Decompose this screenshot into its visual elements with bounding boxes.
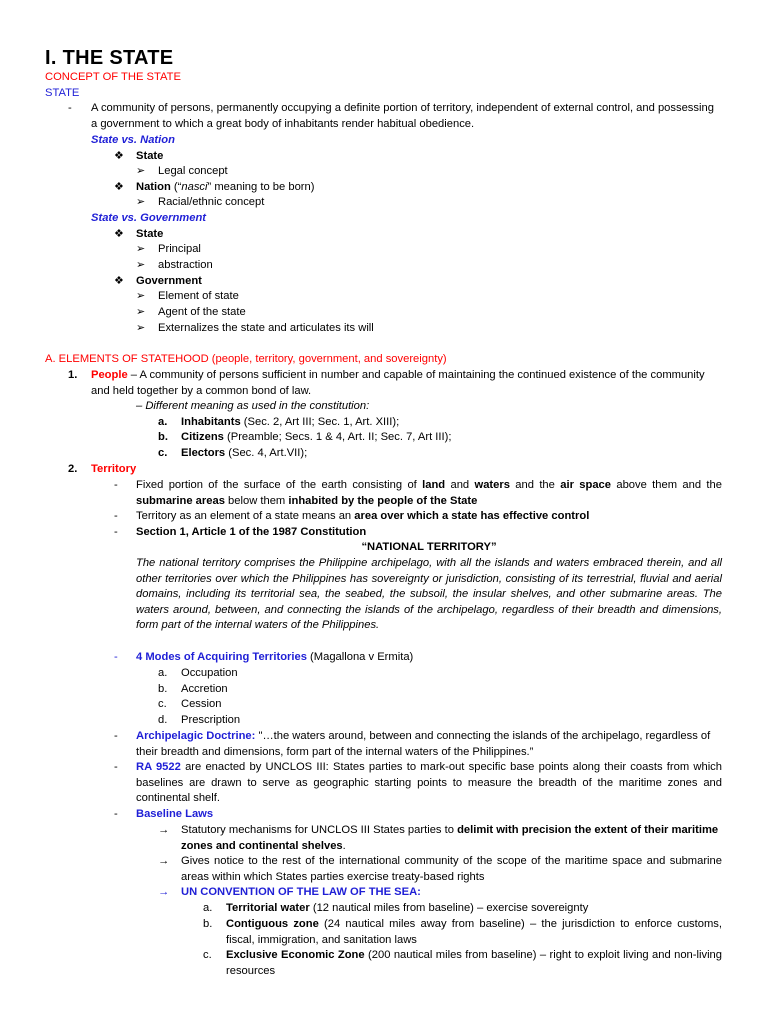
elements-heading-text: A. ELEMENTS OF STATEHOOD [45, 353, 209, 365]
diamond-icon: ❖ [114, 181, 125, 193]
arch-text: "…the waters around, between and connecting the islands of the archipelago, regardless of their breadth and dimensions, form part of the internal waters of the Philippines.” [136, 730, 711, 758]
territory-element [136, 509, 589, 525]
unclos-item-text: (24 nautical miles away from baseline) – the jurisdiction to enforce customs, fiscal, immigration, and sanitation laws [226, 918, 722, 946]
archipelagic-doctrine [136, 729, 722, 760]
list-letter: a. [203, 902, 213, 914]
modes-case: (Magallona v Ermita) [306, 651, 414, 663]
people-item-label: Citizens [181, 431, 224, 443]
t1-air: air space [560, 479, 611, 491]
arrow-icon: ➢ [136, 243, 146, 255]
mode-item: Prescription [181, 714, 241, 726]
bl1-bold: delimit with precision the extent of their maritime zones and continental shelves [181, 824, 719, 852]
diamond-icon: ❖ [114, 275, 125, 287]
list-number: 2. [68, 463, 78, 475]
t1-text: Fixed portion of the surface of the earth consisting of [136, 479, 423, 491]
ra-9522 [136, 760, 722, 807]
ra-label: RA 9522 [136, 761, 181, 773]
unclos-item [226, 917, 722, 948]
dash-bullet: - [114, 761, 118, 773]
mode-item: Cession [181, 698, 222, 710]
t1-text: and [445, 479, 475, 491]
people-note: – Different meaning as used in the constitution: [136, 400, 370, 412]
unclos-item-text: (12 nautical miles from baseline) – exercise sovereignty [309, 902, 589, 914]
people-item [181, 430, 451, 446]
mode-item: Accretion [181, 683, 228, 695]
concept-heading: CONCEPT OF THE STATE [45, 71, 181, 83]
list-letter: c. [158, 447, 168, 459]
t2-text: Territory as an element of a state means an [136, 510, 355, 522]
t1-text: and the [509, 479, 561, 491]
diamond-icon: ❖ [114, 150, 125, 162]
unclos-item [226, 901, 722, 917]
national-territory-text: The national territory comprises the Philippine archipelago, with all the islands and waters embraced therein, and all other territories over which the Philippines has sovereignty or jurisdiction, consisting of its terrestrial, fluvial and aerial domains, including its territorial sea, the seabed, the subsoil, the insular shelves, and other submarine areas. The waters around, between, and connecting the islands of the archipelago, regardless of their breadth and dimensions, form part of the internal waters of the Philippines. [136, 557, 722, 632]
section-reference: Section 1, Article 1 of the 1987 Constitution [136, 526, 367, 538]
modes-heading [136, 650, 413, 666]
unclos-item [226, 948, 722, 979]
svn-nation: Nation [136, 181, 171, 193]
unclos-item-text: (200 nautical miles from baseline) – right to exploit living and non-living resources [226, 949, 722, 977]
people-item-label: Electors [181, 447, 226, 459]
list-letter: c. [203, 949, 212, 961]
people-item-label: Inhabitants [181, 416, 241, 428]
t2-bold: area over which a state has effective control [354, 510, 590, 522]
svg-gov-sub: Element of state [158, 290, 239, 302]
page-title: I. THE STATE [45, 47, 174, 69]
list-letter: b. [158, 431, 168, 443]
bl1-text: . [342, 839, 346, 852]
people-definition [91, 368, 723, 399]
arrow-icon: ➢ [136, 196, 146, 208]
svg-gov-sub: Externalizes the state and articulates its will [158, 322, 374, 334]
t1-text: above them and the [611, 479, 722, 491]
national-territory-title: “NATIONAL TERRITORY” [361, 541, 497, 553]
baseline-item: Gives notice to the rest of the international community of the scope of the maritime space and submarine areas within which States parties exercise treaty-based rights [181, 855, 722, 883]
arrow-icon: ➢ [136, 165, 146, 177]
territory-definition [136, 478, 722, 509]
people-label: People [91, 369, 128, 381]
unclos-item-label: Exclusive Economic Zone [226, 949, 365, 961]
arrow-icon: ➢ [136, 259, 146, 271]
mode-item: Occupation [181, 667, 238, 679]
list-number: 1. [68, 369, 78, 381]
t1-text: below them [224, 494, 289, 507]
state-vs-gov-heading: State vs. Government [91, 212, 207, 224]
t1-sub: submarine areas [136, 494, 225, 507]
svn-nation-close: ” meaning to be born) [207, 181, 315, 193]
t1-land: land [422, 479, 446, 491]
arrow-icon: ➢ [136, 290, 146, 302]
list-letter: d. [158, 714, 168, 726]
svg-state: State [136, 228, 164, 240]
svg-gov-sub: Agent of the state [158, 306, 246, 318]
state-heading: STATE [45, 87, 80, 99]
svn-nation-line [136, 180, 314, 196]
territory-label: Territory [91, 463, 137, 475]
people-item-text: (Sec. 4, Art.VII); [225, 447, 308, 459]
people-item-text: (Sec. 2, Art III; Sec. 1, Art. XIII); [240, 416, 400, 428]
long-arrow-icon: → [158, 886, 170, 898]
unclos-item-label: Territorial water [226, 902, 310, 914]
svg-state-sub: abstraction [158, 259, 213, 271]
dash-bullet: - [114, 730, 118, 742]
dash-bullet: - [114, 808, 118, 820]
svg-state-sub: Principal [158, 243, 201, 255]
state-vs-nation-heading: State vs. Nation [91, 134, 175, 146]
dash-bullet: - [114, 651, 118, 663]
list-letter: c. [158, 698, 167, 710]
svn-nation-sub: Racial/ethnic concept [158, 196, 265, 208]
state-definition: A community of persons, permanently occupying a definite portion of territory, independent of external control, and possessing a government to which a great body of inhabitants render habitual obedience. [91, 102, 714, 130]
unclos-heading: UN CONVENTION OF THE LAW OF THE SEA: [181, 886, 421, 898]
arrow-icon: ➢ [136, 322, 146, 334]
dash-bullet: - [114, 526, 118, 538]
elements-heading [45, 352, 447, 368]
list-letter: a. [158, 416, 168, 428]
modes-label: 4 Modes of Acquiring Territories [136, 651, 307, 663]
baseline-laws-heading: Baseline Laws [136, 808, 214, 820]
t1-inhabited: inhabited by the people of the State [288, 494, 478, 507]
dash-bullet: - [114, 510, 118, 522]
list-letter: b. [203, 918, 213, 930]
long-arrow-icon: → [158, 824, 170, 836]
people-item [181, 415, 399, 431]
ra-text: are enacted by UNCLOS III: States parties to mark-out specific base points along their coasts from which baselines are drawn to serve as geographic starting points to measure the breadth of the maritime zones and continental shelf. [136, 761, 722, 805]
bl1-text: Statutory mechanisms for UNCLOS III States parties to [181, 824, 458, 836]
svn-state: State [136, 150, 164, 162]
baseline-item [181, 823, 722, 854]
dash-bullet: - [114, 479, 118, 491]
arrow-icon: ➢ [136, 306, 146, 318]
t1-waters: waters [474, 479, 510, 491]
dash-bullet: - [68, 102, 72, 114]
arch-label: Archipelagic Doctrine: [136, 730, 256, 742]
long-arrow-icon: → [158, 855, 170, 867]
svn-nation-open: (“ [170, 181, 182, 193]
list-letter: b. [158, 683, 168, 695]
unclos-item-label: Contiguous zone [226, 918, 319, 930]
people-item-text: (Preamble; Secs. 1 & 4, Art. II; Sec. 7, Art III); [223, 431, 452, 443]
svn-state-sub: Legal concept [158, 165, 228, 177]
svn-nasci: nasci [181, 181, 208, 193]
people-item [181, 446, 307, 462]
people-def-text: – A community of persons sufficient in number and capable of maintaining the continued existence of the community and held together by a common bond of law. [91, 369, 705, 397]
list-letter: a. [158, 667, 168, 679]
elements-heading-paren: (people, territory, government, and sovereignty) [208, 353, 447, 365]
svg-gov: Government [136, 275, 202, 287]
diamond-icon: ❖ [114, 228, 125, 240]
